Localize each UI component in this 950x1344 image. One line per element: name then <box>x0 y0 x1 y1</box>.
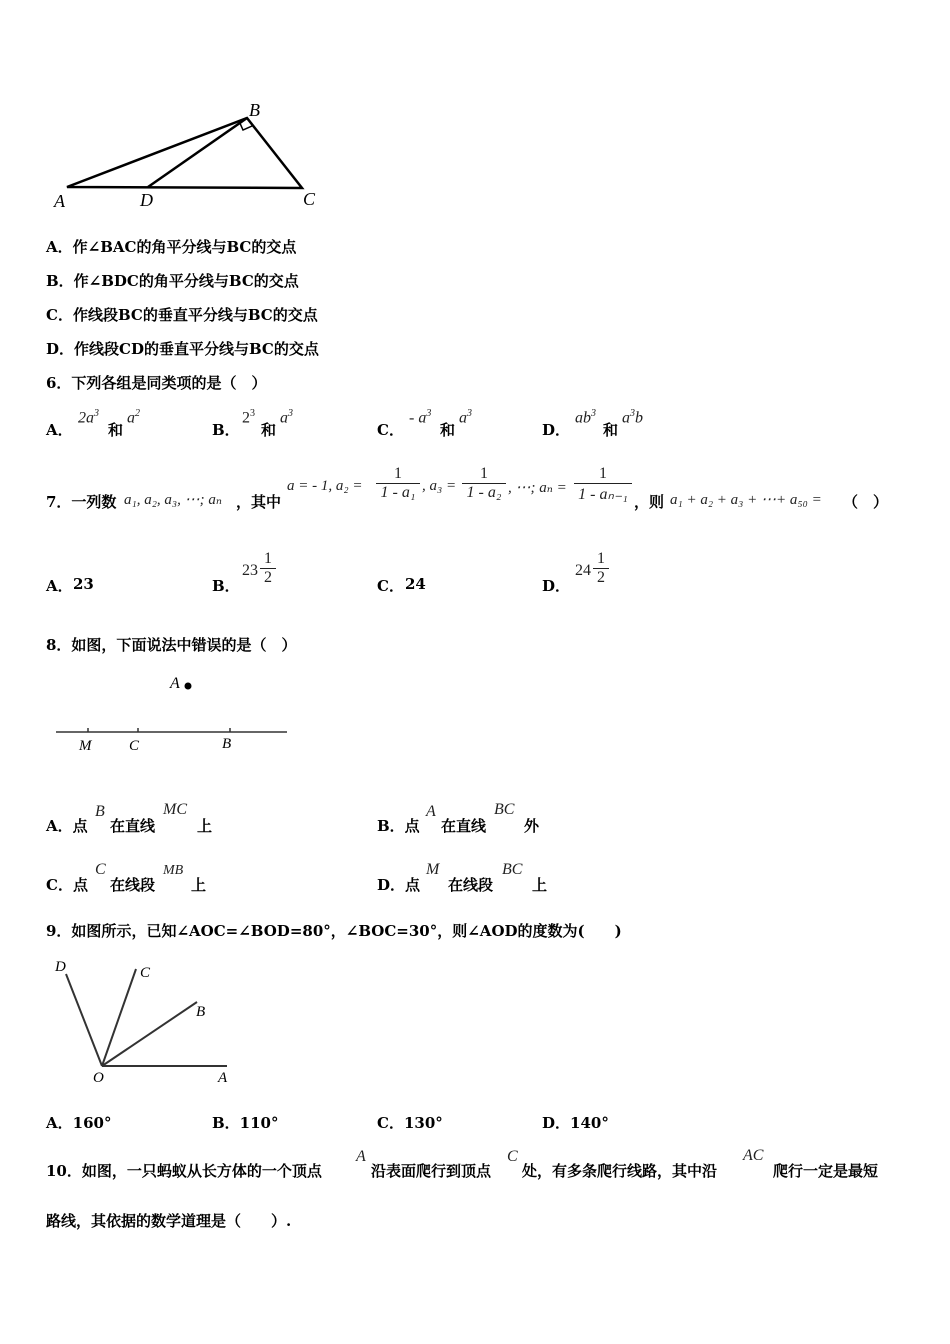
q8-option-c-point: C <box>95 861 106 878</box>
q10-text-2: 沿表面爬行到顶点 <box>371 1162 492 1180</box>
q10-text-1: 10．如图，一只蚂蚁从长方体的一个顶点 <box>46 1162 322 1180</box>
q5-option-d[interactable]: D．作线段CD的垂直平分线与BC的交点 <box>46 340 319 358</box>
vertex-B-label: B <box>249 100 260 120</box>
ray-B-label: B <box>196 1004 206 1020</box>
q7-sequence: a₁, a₂, a₃, ⋯; aₙ <box>124 492 222 508</box>
point-B-label: B <box>222 736 232 752</box>
q7-option-d-whole: 24 <box>575 562 591 579</box>
q7-option-d-fraction: $\frac{1}{2}$ <box>593 550 609 587</box>
q7-option-a-label[interactable]: A． <box>46 577 73 595</box>
q6-option-b-right: $a^3$ <box>280 408 293 427</box>
q10-text-4: 爬行一定是最短 <box>773 1162 879 1180</box>
q7-fraction-1: $\frac{1}{\text{1 - a₁}}$ <box>376 465 420 502</box>
q7-option-c-label[interactable]: C． <box>377 577 404 595</box>
q9-option-c[interactable]: C．130° <box>377 1114 443 1132</box>
q7-fraction-2: $\frac{1}{\text{1 - a₂}}$ <box>462 465 506 502</box>
q8-option-c-mid: 在线段 <box>110 876 156 894</box>
vertex-D-label: D <box>140 190 153 210</box>
q7-option-b-label[interactable]: B． <box>212 577 240 595</box>
q7-option-c-value: 24 <box>405 575 426 593</box>
q6-option-d-and: 和 <box>603 421 619 439</box>
q5-option-b[interactable]: B．作∠BDC的角平分线与BC的交点 <box>46 272 299 290</box>
q7-a1-def: a = - 1, a₂ = <box>287 478 363 494</box>
ray-C-label: C <box>140 965 151 981</box>
ray-D-label: D <box>55 959 66 975</box>
q9-option-d[interactable]: D．140° <box>542 1114 609 1132</box>
q8-option-d-mid: 在线段 <box>448 876 494 894</box>
q9-option-b[interactable]: B．110° <box>212 1114 279 1132</box>
q8-option-c-end: 上 <box>191 876 207 894</box>
q7-option-b-whole: 23 <box>242 562 258 579</box>
q6-option-c-and: 和 <box>440 421 456 439</box>
q8-line-figure <box>50 668 300 758</box>
q7-fraction-3: $\frac{1}{\text{1 - aₙ₋₁}}$ <box>574 465 632 504</box>
q10-vertex-c: C <box>507 1148 518 1165</box>
q6-option-a-left: $2a^3$ <box>78 408 99 427</box>
q8-option-d-line: BC <box>502 861 523 878</box>
q8-option-d-point: M <box>426 861 440 878</box>
q8-stem: 8．如图，下面说法中错误的是（ ） <box>46 636 297 654</box>
q7-option-d-label[interactable]: D． <box>542 577 571 595</box>
q7-mid: ，其中 <box>236 493 282 511</box>
q7-a3-def: , a₃ = <box>422 478 457 494</box>
q9-stem: 9．如图所示，已知∠AOC=∠BOD=80°，∠BOC=30°，则∠AOD的度数为( ) <box>46 922 622 940</box>
q7-number: 7．一列数 <box>46 493 117 511</box>
q8-option-d-label[interactable]: D．点 <box>377 876 421 894</box>
q9-option-a[interactable]: A．160° <box>46 1114 112 1132</box>
q6-option-a-and: 和 <box>108 421 124 439</box>
ray-A-label: A <box>218 1070 228 1086</box>
vertex-C-label: C <box>303 189 316 209</box>
q8-option-a-line: MC <box>163 801 187 818</box>
q7-an-def: , ⋯; aₙ = <box>508 480 567 496</box>
q6-option-d-right: $a^3b$ <box>622 408 643 427</box>
q8-option-b-line: BC <box>494 801 515 818</box>
q6-option-c-left: - $a^3$ <box>409 408 432 427</box>
q8-option-b-label[interactable]: B．点 <box>377 817 420 835</box>
point-C-label: C <box>129 738 140 754</box>
q10-text-3: 处，有多条爬行线路，其中沿 <box>522 1162 718 1180</box>
q10-vertex-a: A <box>356 1148 366 1165</box>
q10-path-ac: AC <box>743 1147 764 1164</box>
q10-text-line2: 路线，其依据的数学道理是（ ）. <box>46 1212 292 1230</box>
q8-option-b-mid: 在直线 <box>441 817 487 835</box>
q8-option-c-line: MB <box>163 863 184 878</box>
q8-option-b-end: 外 <box>524 817 540 835</box>
q6-option-d-left: $ab^3$ <box>575 408 596 427</box>
q6-option-a-label[interactable]: A． <box>46 421 73 439</box>
q6-option-c-label[interactable]: C． <box>377 421 404 439</box>
q6-option-b-label[interactable]: B． <box>212 421 240 439</box>
q8-option-a-end: 上 <box>197 817 213 835</box>
point-M-label: M <box>79 738 92 754</box>
vertex-A-label: A <box>54 191 65 211</box>
q5-option-c[interactable]: C．作线段BC的垂直平分线与BC的交点 <box>46 306 318 324</box>
q6-option-a-right: $a^2$ <box>127 408 140 427</box>
point-A-dot <box>185 683 192 690</box>
q8-option-b-point: A <box>426 803 436 820</box>
q6-option-b-and: 和 <box>261 421 277 439</box>
triangle-figure <box>40 95 340 220</box>
point-A-label: A <box>170 675 180 692</box>
q7-then: ，则 <box>634 493 665 511</box>
q8-option-a-label[interactable]: A．点 <box>46 817 88 835</box>
q6-option-d-label[interactable]: D． <box>542 421 571 439</box>
q5-option-a[interactable]: A．作∠BAC的角平分线与BC的交点 <box>46 238 297 256</box>
q8-option-c-label[interactable]: C．点 <box>46 876 88 894</box>
q8-option-a-mid: 在直线 <box>110 817 156 835</box>
q7-paren: （ ） <box>843 493 889 511</box>
q9-angle-figure <box>45 952 245 1092</box>
q7-sum: a₁ + a₂ + a₃ + ⋯+ a₅₀ = <box>670 492 822 508</box>
q6-stem: 6．下列各组是同类项的是（ ） <box>46 374 267 392</box>
q6-option-c-right: $a^3$ <box>459 408 472 427</box>
q7-option-a-value: 23 <box>73 575 94 593</box>
q6-option-b-left: $2^3$ <box>242 408 255 427</box>
q8-option-a-point: B <box>95 803 105 820</box>
q8-option-d-end: 上 <box>532 876 548 894</box>
q7-option-b-fraction: $\frac{1}{2}$ <box>260 550 276 587</box>
vertex-O-label: O <box>93 1070 104 1086</box>
